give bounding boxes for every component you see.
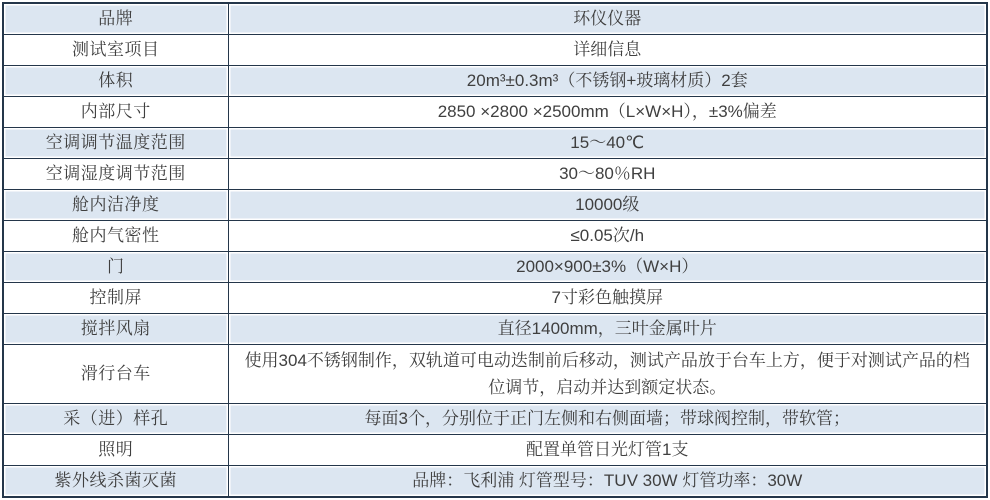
spec-label: 空调调节温度范围 <box>3 128 228 159</box>
table-row <box>3 159 987 190</box>
spec-value: 详细信息 <box>228 35 987 66</box>
table-row <box>3 283 987 314</box>
table-row <box>3 314 987 345</box>
table-row <box>3 252 987 283</box>
spec-label: 控制屏 <box>3 283 228 314</box>
spec-value: 20m³±0.3m³（不锈钢+玻璃材质）2套 <box>228 66 987 97</box>
spec-label: 舱内气密性 <box>3 221 228 252</box>
spec-label: 品牌 <box>3 3 228 35</box>
spec-label: 照明 <box>3 434 228 465</box>
spec-value: 品牌：飞利浦 灯管型号：TUV 30W 灯管功率：30W <box>228 465 987 497</box>
spec-value: 2850 ×2800 ×2500mm（L×W×H），±3%偏差 <box>228 97 987 128</box>
table-row <box>3 128 987 159</box>
spec-value: 10000级 <box>228 190 987 221</box>
spec-label: 滑行台车 <box>3 345 228 404</box>
spec-label: 搅拌风扇 <box>3 314 228 345</box>
spec-value: 使用304不锈钢制作，双轨道可电动迭制前后移动，测试产品放于台车上方，便于对测试产品的档位调节，启动并达到额定状态。 <box>228 345 987 404</box>
spec-value: 7寸彩色触摸屏 <box>228 283 987 314</box>
spec-table-body <box>3 3 987 497</box>
spec-value: 30～80％RH <box>228 159 987 190</box>
spec-label: 体积 <box>3 66 228 97</box>
spec-value: 15～40℃ <box>228 128 987 159</box>
table-row <box>3 403 987 434</box>
spec-value: 配置单管日光灯管1支 <box>228 434 987 465</box>
table-row <box>3 345 987 404</box>
table-row <box>3 97 987 128</box>
spec-value: 2000×900±3%（W×H） <box>228 252 987 283</box>
spec-label: 测试室项目 <box>3 35 228 66</box>
table-row <box>3 190 987 221</box>
table-row <box>3 35 987 66</box>
spec-label: 空调湿度调节范围 <box>3 159 228 190</box>
table-row <box>3 465 987 497</box>
table-row <box>3 3 987 35</box>
spec-label: 内部尺寸 <box>3 97 228 128</box>
spec-label: 紫外线杀菌灭菌 <box>3 465 228 497</box>
spec-label: 门 <box>3 252 228 283</box>
table-row <box>3 66 987 97</box>
spec-value: 环仪仪器 <box>228 3 987 35</box>
spec-value: 直径1400mm，三叶金属叶片 <box>228 314 987 345</box>
spec-table <box>2 2 988 498</box>
spec-label: 舱内洁净度 <box>3 190 228 221</box>
spec-value: 每面3个，分别位于正门左侧和右侧面墙；带球阀控制，带软管； <box>228 403 987 434</box>
spec-value: ≤0.05次/h <box>228 221 987 252</box>
table-row <box>3 434 987 465</box>
table-row <box>3 221 987 252</box>
spec-label: 采（进）样孔 <box>3 403 228 434</box>
